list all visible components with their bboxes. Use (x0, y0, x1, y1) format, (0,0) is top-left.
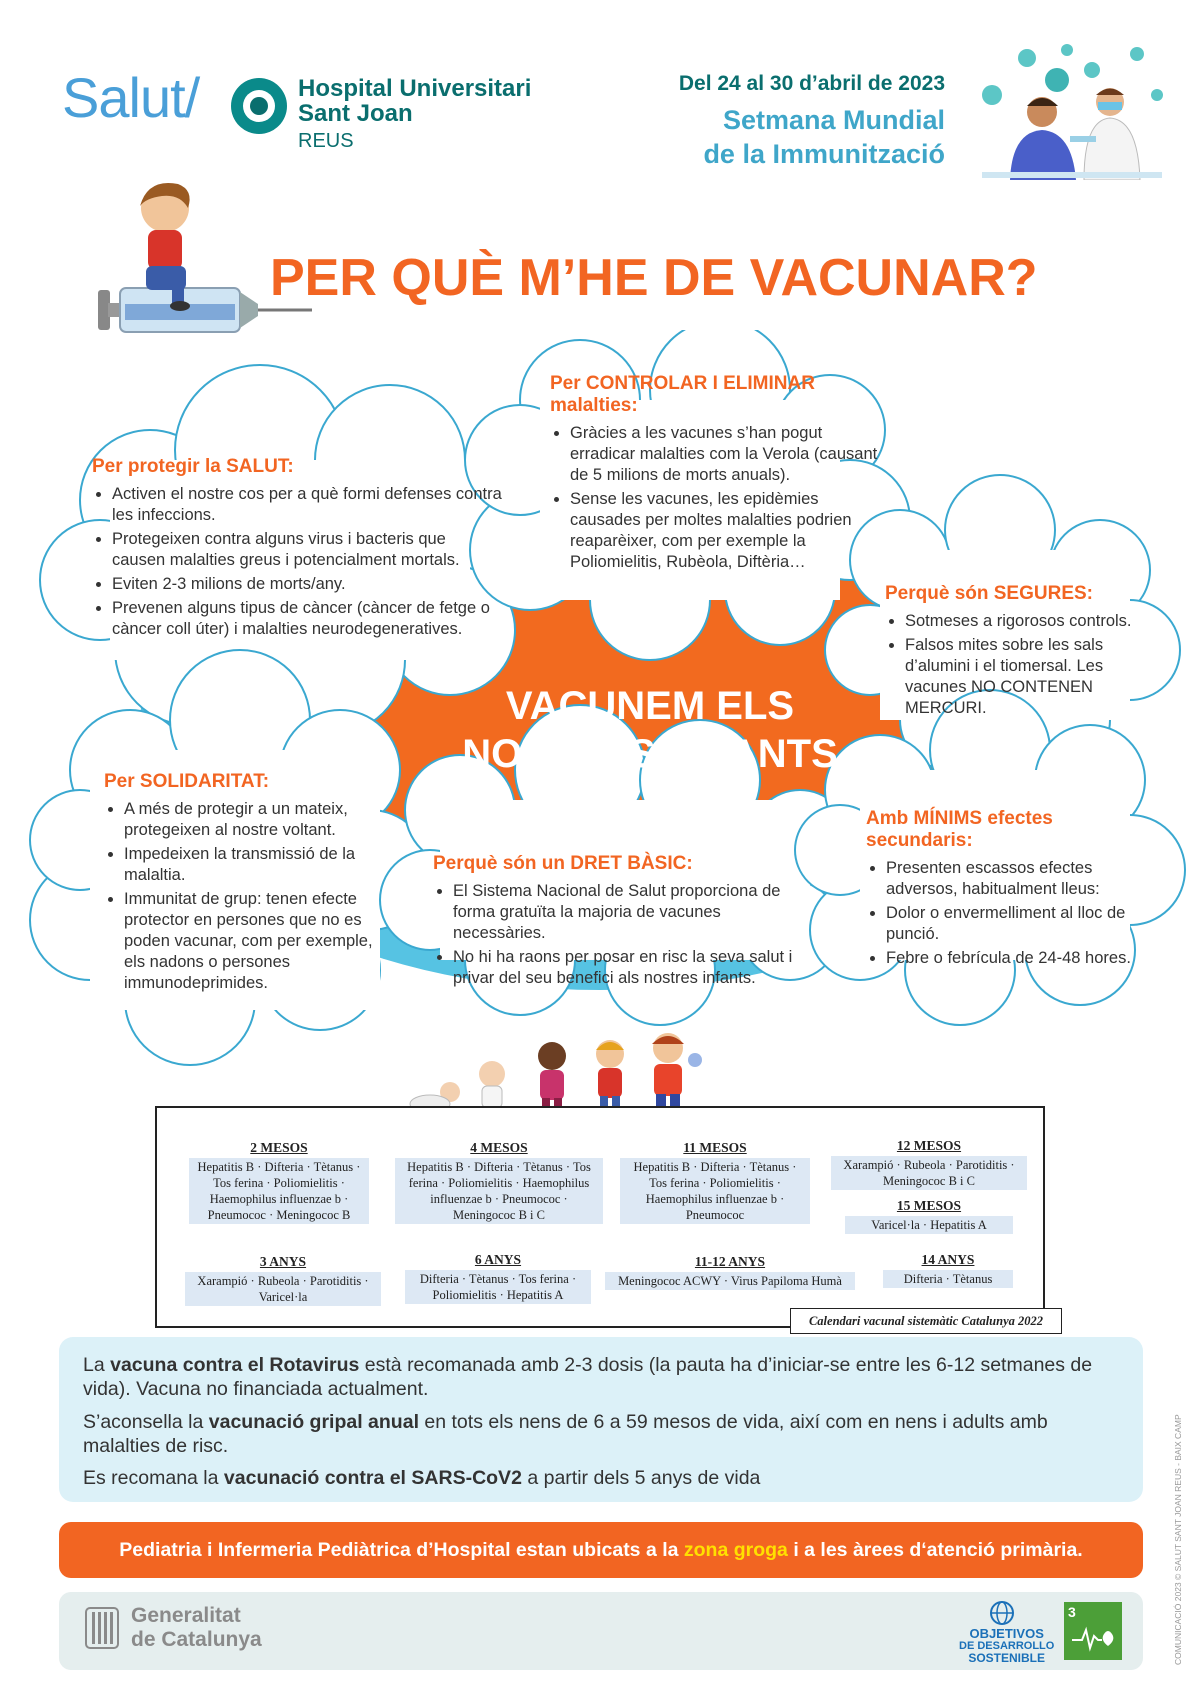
hospital-logo-icon (228, 75, 290, 137)
list-item: • A més de protegir a un mateix, protegeixen al nostre voltant. (124, 799, 379, 841)
list-item: • Sotmeses a rigorosos controls. (905, 611, 1160, 632)
cloud-salut (92, 456, 502, 643)
un-emblem-icon (989, 1600, 1015, 1626)
svg-text:COMUNICACIÓ 2023 © SALUT SANT: COMUNICACIÓ 2023 © SALUT SANT JOAN REUS - BAIX CAMP (1173, 1414, 1183, 1665)
calendar-entry-12-mesos: 12 MESOS Xarampió · Rubeola · Parotiditis · Meningococ B i C (831, 1138, 1027, 1190)
child-on-syringe-illustration-icon (80, 178, 320, 353)
cloud-dret (433, 853, 803, 992)
center-title: VACUNEM ELS NOSTRES INFANTS (462, 684, 838, 776)
sars-cov2-note: Es recomana la vacunació contra el SARS-CoV2 a partir dels 5 anys de vida (83, 1467, 761, 1489)
list-item: • Protegeixen contra alguns virus i bacteris que causen malalties greus i potencialment mortals. (112, 529, 502, 571)
calendar-entry-2-mesos: 2 MESOS Hepatitis B · Difteria · Tètanus · Tos ferina · Poliomielitis · Haemophilus influenzae b · Pneumococ · Meningococ B (189, 1140, 369, 1224)
vaccination-illustration-icon (972, 40, 1172, 180)
list-item: • Prevenen alguns tipus de càncer (càncer de fetge o càncer coll úter) i malalties neurodegeneratives. (112, 598, 502, 640)
list-item: • Falsos mites sobre les sals d’alumini i el tiomersal. Les vacunes NO CONTENEN MERCURI. (905, 635, 1160, 719)
hospital-name: Hospital Universitari Sant Joan (298, 75, 532, 127)
event-dates: Del 24 al 30 d’abril de 2023 (678, 72, 945, 95)
cloud-title: Amb MÍNIMS efectes secundaris: (866, 808, 1053, 851)
list-item: • Gràcies a les vacunes s’han pogut erradicar malalties com la Verola (causant de 5 milions de morts anuals). (570, 423, 880, 486)
cloud-title: Per CONTROLAR I ELIMINAR malalties: (550, 373, 815, 416)
hospital-city: REUS (298, 130, 354, 152)
generalitat-name: Generalitat de Catalunya (131, 1604, 262, 1651)
list-item: • Febre o febrícula de 24-48 hores. (886, 948, 1136, 969)
cloud-title: Perquè són SEGURES: (885, 583, 1093, 604)
heart-pulse-icon (1072, 1624, 1116, 1652)
generalitat-logo-icon (84, 1606, 120, 1650)
calendar-entry-11-12-anys: 11-12 ANYS Meningococ ACWY · Virus Papiloma Humà (605, 1254, 855, 1290)
calendar-entry-4-mesos: 4 MESOS Hepatitis B · Difteria · Tètanus · Tos ferina · Poliomielitis · Haemophilus influenzae b · Pneumococ · Meningococ B i C (395, 1140, 603, 1224)
list-item: • Sense les vacunes, les epidèmies causades per moltes malalties podrien reaparèixer, com per exemple la Poliomielitis, Rubèola, Diftèria… (570, 489, 880, 573)
list-item: • Impedeixen la transmissió de la malaltia. (124, 844, 379, 886)
calendar-entry-6-anys: 6 ANYS Difteria · Tètanus · Tos ferina · Poliomielitis · Hepatitis A (405, 1252, 591, 1304)
salut-logo: Salut/ (62, 66, 200, 129)
calendar-entry-11-mesos: 11 MESOS Hepatitis B · Difteria · Tètanus · Tos ferina · Poliomielitis · Haemophilus influenzae b · Pneumococ (620, 1140, 810, 1224)
cloud-controlar (550, 373, 880, 576)
cloud-solidaritat (104, 771, 379, 997)
calendar-entry-14-anys: 14 ANYS Difteria · Tètanus (883, 1252, 1013, 1288)
cloud-minims (866, 808, 1136, 972)
list-item: • Immunitat de grup: tenen efecte protector en persones que no es poden vacunar, com per exemple, els nadons o persones immunodeprimides. (124, 889, 379, 994)
location-banner: Pediatria i Infermeria Pediàtrica d’Hospital estan ubicats a la zona groga i a les àrees d‘atenció primària. (59, 1522, 1143, 1578)
list-item: • El Sistema Nacional de Salut proporciona de forma gratuïta la majoria de vacunes necessàries. (453, 881, 803, 944)
list-item: • Presenten escassos efectes adversos, habitualment lleus: (886, 858, 1136, 900)
sdg-label: OBJETIVOS DE DESARROLLO SOSTENIBLE (959, 1626, 1055, 1665)
list-item: • Dolor o envermelliment al lloc de punció. (886, 903, 1136, 945)
cloud-title: Perquè són un DRET BÀSIC: (433, 853, 693, 874)
calendar-caption: Calendari vacunal sistemàtic Catalunya 2022 (790, 1308, 1062, 1334)
cloud-title: Per protegir la SALUT: (92, 456, 294, 477)
recommendations-box (59, 1337, 1143, 1502)
main-title: PER QUÈ M’HE DE VACUNAR? (270, 249, 1038, 307)
calendar-entry-15-mesos: 15 MESOS Varicel·la · Hepatitis A (845, 1198, 1013, 1234)
vaccination-calendar (155, 1106, 1045, 1328)
sdg-3-badge: 3 (1064, 1602, 1122, 1660)
flu-note: S’aconsella la vacunació gripal anual en tots els nens de 6 a 59 mesos de vida, així com en nens i adults amb malalties de risc. (83, 1411, 1048, 1457)
list-item: • Activen el nostre cos per a què formi defenses contra les infeccions. (112, 484, 502, 526)
list-item: • No hi ha raons per posar en risc la seva salut i privar del seu benefici als nostres infants. (453, 947, 803, 989)
cloud-segures (885, 583, 1160, 722)
list-item: • Eviten 2-3 milions de morts/any. (112, 574, 502, 595)
rotavirus-note: La vacuna contra el Rotavirus està recomanada amb 2-3 dosis (la pauta ha d’iniciar-se entre les 6-12 setmanes de vida). Vacuna no financiada actualment. (83, 1354, 1093, 1400)
footer (59, 1592, 1143, 1670)
event-title: Setmana Mundial de la Immunització (703, 105, 945, 169)
cloud-title: Per SOLIDARITAT: (104, 771, 270, 792)
side-credit (1172, 1200, 1184, 1670)
calendar-entry-3-anys: 3 ANYS Xarampió · Rubeola · Parotiditis · Varicel·la (185, 1254, 381, 1306)
